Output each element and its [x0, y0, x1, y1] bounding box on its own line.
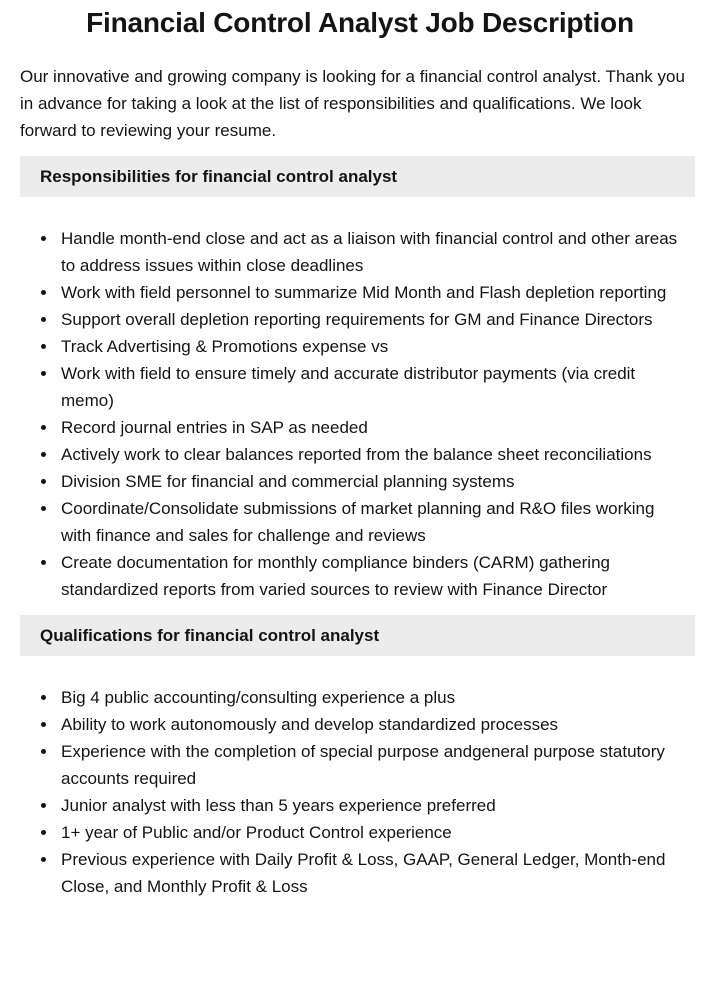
list-item: Junior analyst with less than 5 years experience preferred [40, 792, 678, 819]
list-item: Record journal entries in SAP as needed [40, 414, 678, 441]
section-qualifications [0, 615, 720, 900]
list-item: Support overall depletion reporting requirements for GM and Finance Directors [40, 306, 678, 333]
section-responsibilities [0, 156, 720, 603]
qualifications-list [40, 684, 678, 900]
list-item: Big 4 public accounting/consulting experience a plus [40, 684, 678, 711]
responsibilities-heading: Responsibilities for financial control analyst [40, 167, 398, 186]
bottom-spacer [0, 900, 720, 924]
responsibilities-header-bar [20, 156, 695, 197]
list-item: Coordinate/Consolidate submissions of market planning and R&O files working with finance and sales for challenge and reviews [40, 495, 678, 549]
responsibilities-list [40, 225, 678, 603]
list-item: Create documentation for monthly compliance binders (CARM) gathering standardized reports from varied sources to review with Finance Director [40, 549, 678, 603]
list-item: Division SME for financial and commercial planning systems [40, 468, 678, 495]
qualifications-header-bar [20, 615, 695, 656]
intro-paragraph: Our innovative and growing company is looking for a financial control analyst. Thank you in advance for taking a look at the list of responsibilities and qualifications. We look forward to reviewing your resume. [20, 67, 685, 140]
list-item: Handle month-end close and act as a liaison with financial control and other areas to address issues within close deadlines [40, 225, 678, 279]
qualifications-heading: Qualifications for financial control analyst [40, 626, 380, 645]
list-item: 1+ year of Public and/or Product Control experience [40, 819, 678, 846]
list-item: Work with field personnel to summarize Mid Month and Flash depletion reporting [40, 279, 678, 306]
list-item: Actively work to clear balances reported from the balance sheet reconciliations [40, 441, 678, 468]
list-item: Previous experience with Daily Profit & Loss, GAAP, General Ledger, Month-end Close, and Monthly Profit & Loss [40, 846, 678, 900]
list-item: Experience with the completion of special purpose andgeneral purpose statutory accounts required [40, 738, 678, 792]
list-item: Work with field to ensure timely and accurate distributor payments (via credit memo) [40, 360, 678, 414]
list-item: Track Advertising & Promotions expense vs [40, 333, 678, 360]
list-item: Ability to work autonomously and develop standardized processes [40, 711, 678, 738]
page-title: Financial Control Analyst Job Description [86, 7, 634, 38]
